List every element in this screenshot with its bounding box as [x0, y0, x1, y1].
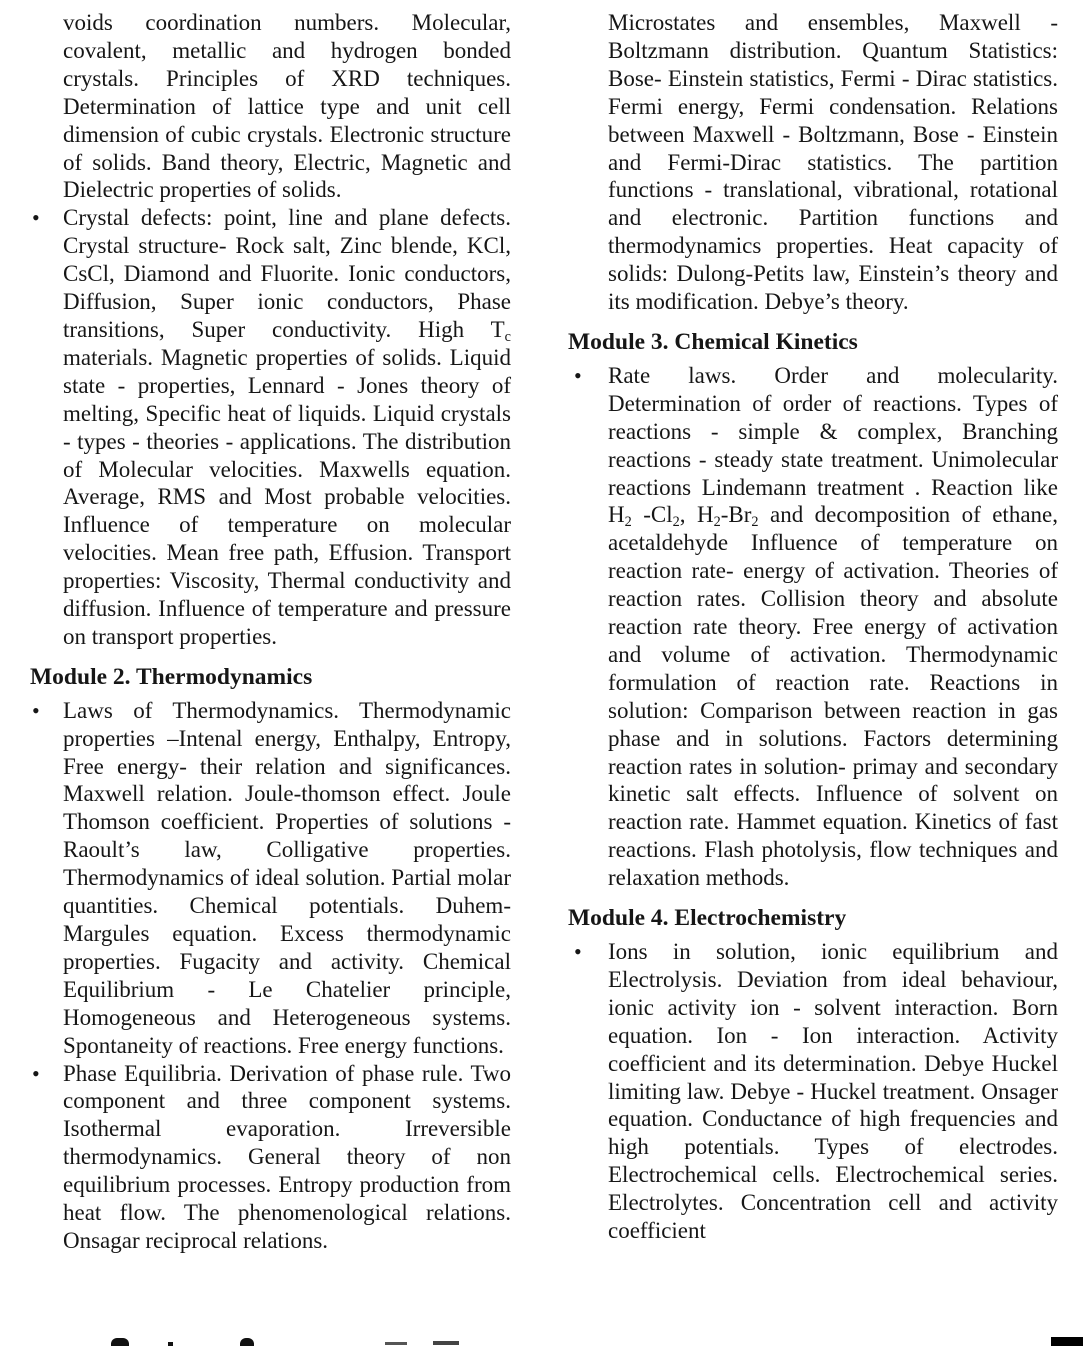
bullet-marker: •: [574, 362, 582, 388]
bullet-text: Laws of Thermodynamics. Thermodynamic properties –Intenal energy, Enthalpy, Entropy, Free energy- their relation and significances. Maxwell relation. Joule-thomson effect. Joule Thomson coefficient. Properties of solutions - Raoult’s law, Colligative properties. Thermodynamics of ideal solution. Partial molar quantities. Chemical potentials. Duhem-Margules equation. Excess thermodynamic properties. Fugacity and activity. Chemical Equilibrium - Le Chatelier principle, Homogeneous and Heterogeneous systems. Spontaneity of reactions. Free energy functions.: [63, 697, 511, 1058]
syllabus-paragraph: [30, 9, 511, 204]
bullet-marker: •: [32, 697, 40, 723]
bullet-text: Rate laws. Order and molecularity. Determination of order of reactions. Types of reactions - simple & complex, Branching reactions - steady state treatment. Unimolecular reactions Lindemann treatment . Reaction like $H_2$ $-Cl_2$, $H_2-Br_2$ and decomposition of ethane, acetaldehyde Influence of temperature on reaction rate- energy of activation. Theories of reaction rates. Collision theory and absolute reaction rate theory. Free energy of activation and volume of activation. Thermodynamic formulation of reaction rate. Reactions in solution: Comparison between reaction in gas phase and in solutions. Factors determining reaction rates in solution- primay and secondary kinetic salt effects. Influence of solvent on reaction rate. Hammet equation. Kinetics of fast reactions. Flash photolysis, flow techniques and relaxation methods.: [608, 362, 1058, 891]
paragraph-text: Microstates and ensembles, Maxwell - Boltzmann distribution. Quantum Statistics: Bose- Einstein statistics, Fermi - Dirac statistics. Fermi energy, Fermi condensation. Relations between Maxwell - Boltzmann, Bose - Einstein and Fermi-Dirac statistics. The partition functions - translational, vibrational, rotational and electronic. Partition functions and thermodynamics properties. Heat capacity of solids: Dulong-Petits law, Einstein’s theory and its modification. Debye’s theory.: [608, 10, 1058, 315]
footer-cutoff-fragment: [433, 1341, 459, 1345]
bullet-text: Crystal defects: point, line and plane defects. Crystal structure- Rock salt, Zinc blende, KCl, CsCl, Diamond and Fluorite. Ionic conductors, Diffusion, Super ionic conductors, Phase transitions, Super conductivity. High $T_c$ materials. Magnetic properties of solids. Liquid state - properties, Lennard - Jones theory of melting, Specific heat of liquids. Liquid crystals - types - theories - applications. The distribution of Molecular velocities. Maxwells equation. Average, RMS and Most probable velocities. Influence of temperature on molecular velocities. Mean free path, Effusion. Transport properties: Viscosity, Thermal conductivity and diffusion. Influence of temperature and pressure on transport properties.: [63, 205, 511, 649]
bullet-item: [568, 362, 1058, 892]
bullet-text: Ions in solution, ionic equilibrium and Electrolysis. Deviation from ideal behaviour, ionic activity ion - solvent interaction. Born equation. Ion - Ion interaction. Activity coefficient and its determination. Debye Huckel limiting law. Debye - Huckel treatment. Onsager equation. Conductance of high frequencies and high potentials. Types of electrodes. Electrochemical cells. Electrochemical series. Electrolytes. Concentration cell and activity coefficient: [608, 939, 1058, 1244]
left-column: [30, 9, 511, 1255]
module-heading: Module 2. Thermodynamics: [30, 663, 313, 690]
page-corner-mark: [1051, 1337, 1083, 1346]
syllabus-paragraph: [568, 9, 1058, 316]
bullet-marker: •: [32, 1060, 40, 1086]
bullet-text: Phase Equilibria. Derivation of phase rule. Two component and three component systems. Isothermal evaporation. Irreversible thermodynamics. General theory of non equilibrium processes. Entropy production from heat flow. The phenomenological relations. Onsagar reciprocal relations.: [63, 1060, 511, 1253]
footer-cutoff-fragment: [111, 1338, 129, 1346]
bullet-item: [30, 697, 511, 1060]
bullet-marker: •: [32, 205, 40, 231]
footer-cutoff-fragment: [385, 1342, 407, 1345]
module-heading: Module 3. Chemical Kinetics: [568, 328, 858, 355]
module-heading: Module 4. Electrochemistry: [568, 905, 847, 932]
footer-cutoff-fragment: [168, 1342, 173, 1346]
bullet-item: [568, 938, 1058, 1245]
right-column: [568, 9, 1058, 1245]
paragraph-text: voids coordination numbers. Molecular, covalent, metallic and hydrogen bonded crystals. Principles of XRD techniques. Determination of lattice type and unit cell dimension of cubic crystals. Electronic structure of solids. Band theory, Electric, Magnetic and Dielectric properties of solids.: [63, 10, 511, 203]
bullet-item: [30, 204, 511, 651]
footer-cutoff-fragment: [240, 1338, 254, 1346]
bullet-item: [30, 1060, 511, 1255]
bullet-marker: •: [574, 939, 582, 964]
